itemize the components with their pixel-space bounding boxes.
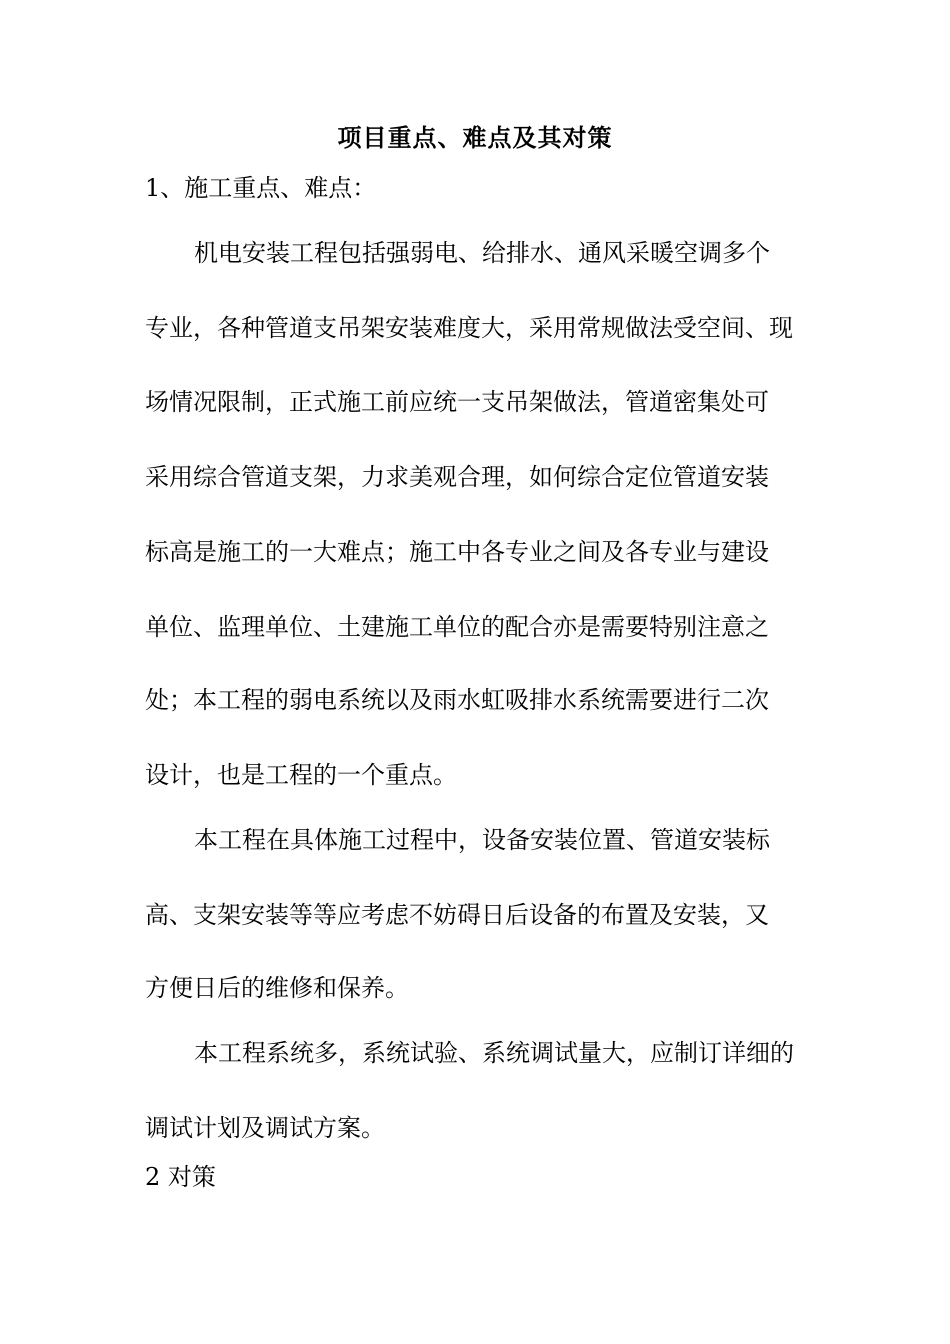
paragraph-1-line: 设计，也是工程的一个重点。	[145, 761, 457, 789]
paragraph-3-line: 本工程系统多，系统试验、系统调试量大，应制订详细的	[194, 1039, 794, 1067]
section-1-heading: 1、施工重点、难点：	[145, 174, 377, 202]
document-title: 项目重点、难点及其对策	[337, 123, 613, 152]
section-2-heading: 2 对策	[145, 1163, 216, 1191]
paragraph-1-line: 专业，各种管道支吊架安装难度大，采用常规做法受空间、现	[145, 314, 793, 342]
paragraph-3-line: 调试计划及调试方案。	[145, 1114, 385, 1142]
paragraph-1-line: 机电安装工程包括强弱电、给排水、通风采暖空调多个	[194, 239, 770, 267]
paragraph-1-line: 单位、监理单位、土建施工单位的配合亦是需要特别注意之	[145, 613, 769, 641]
paragraph-2-line: 高、支架安装等等应考虑不妨碍日后设备的布置及安装，又	[145, 901, 769, 929]
paragraph-1-line: 采用综合管道支架，力求美观合理，如何综合定位管道安装	[145, 463, 769, 491]
paragraph-2-line: 本工程在具体施工过程中，设备安装位置、管道安装标	[194, 826, 770, 854]
paragraph-1-line: 标高是施工的一大难点；施工中各专业之间及各专业与建设	[145, 538, 769, 566]
paragraph-1-line: 处；本工程的弱电系统以及雨水虹吸排水系统需要进行二次	[145, 686, 769, 714]
paragraph-1-line: 场情况限制，正式施工前应统一支吊架做法，管道密集处可	[145, 388, 769, 416]
paragraph-2-line: 方便日后的维修和保养。	[145, 974, 409, 1002]
